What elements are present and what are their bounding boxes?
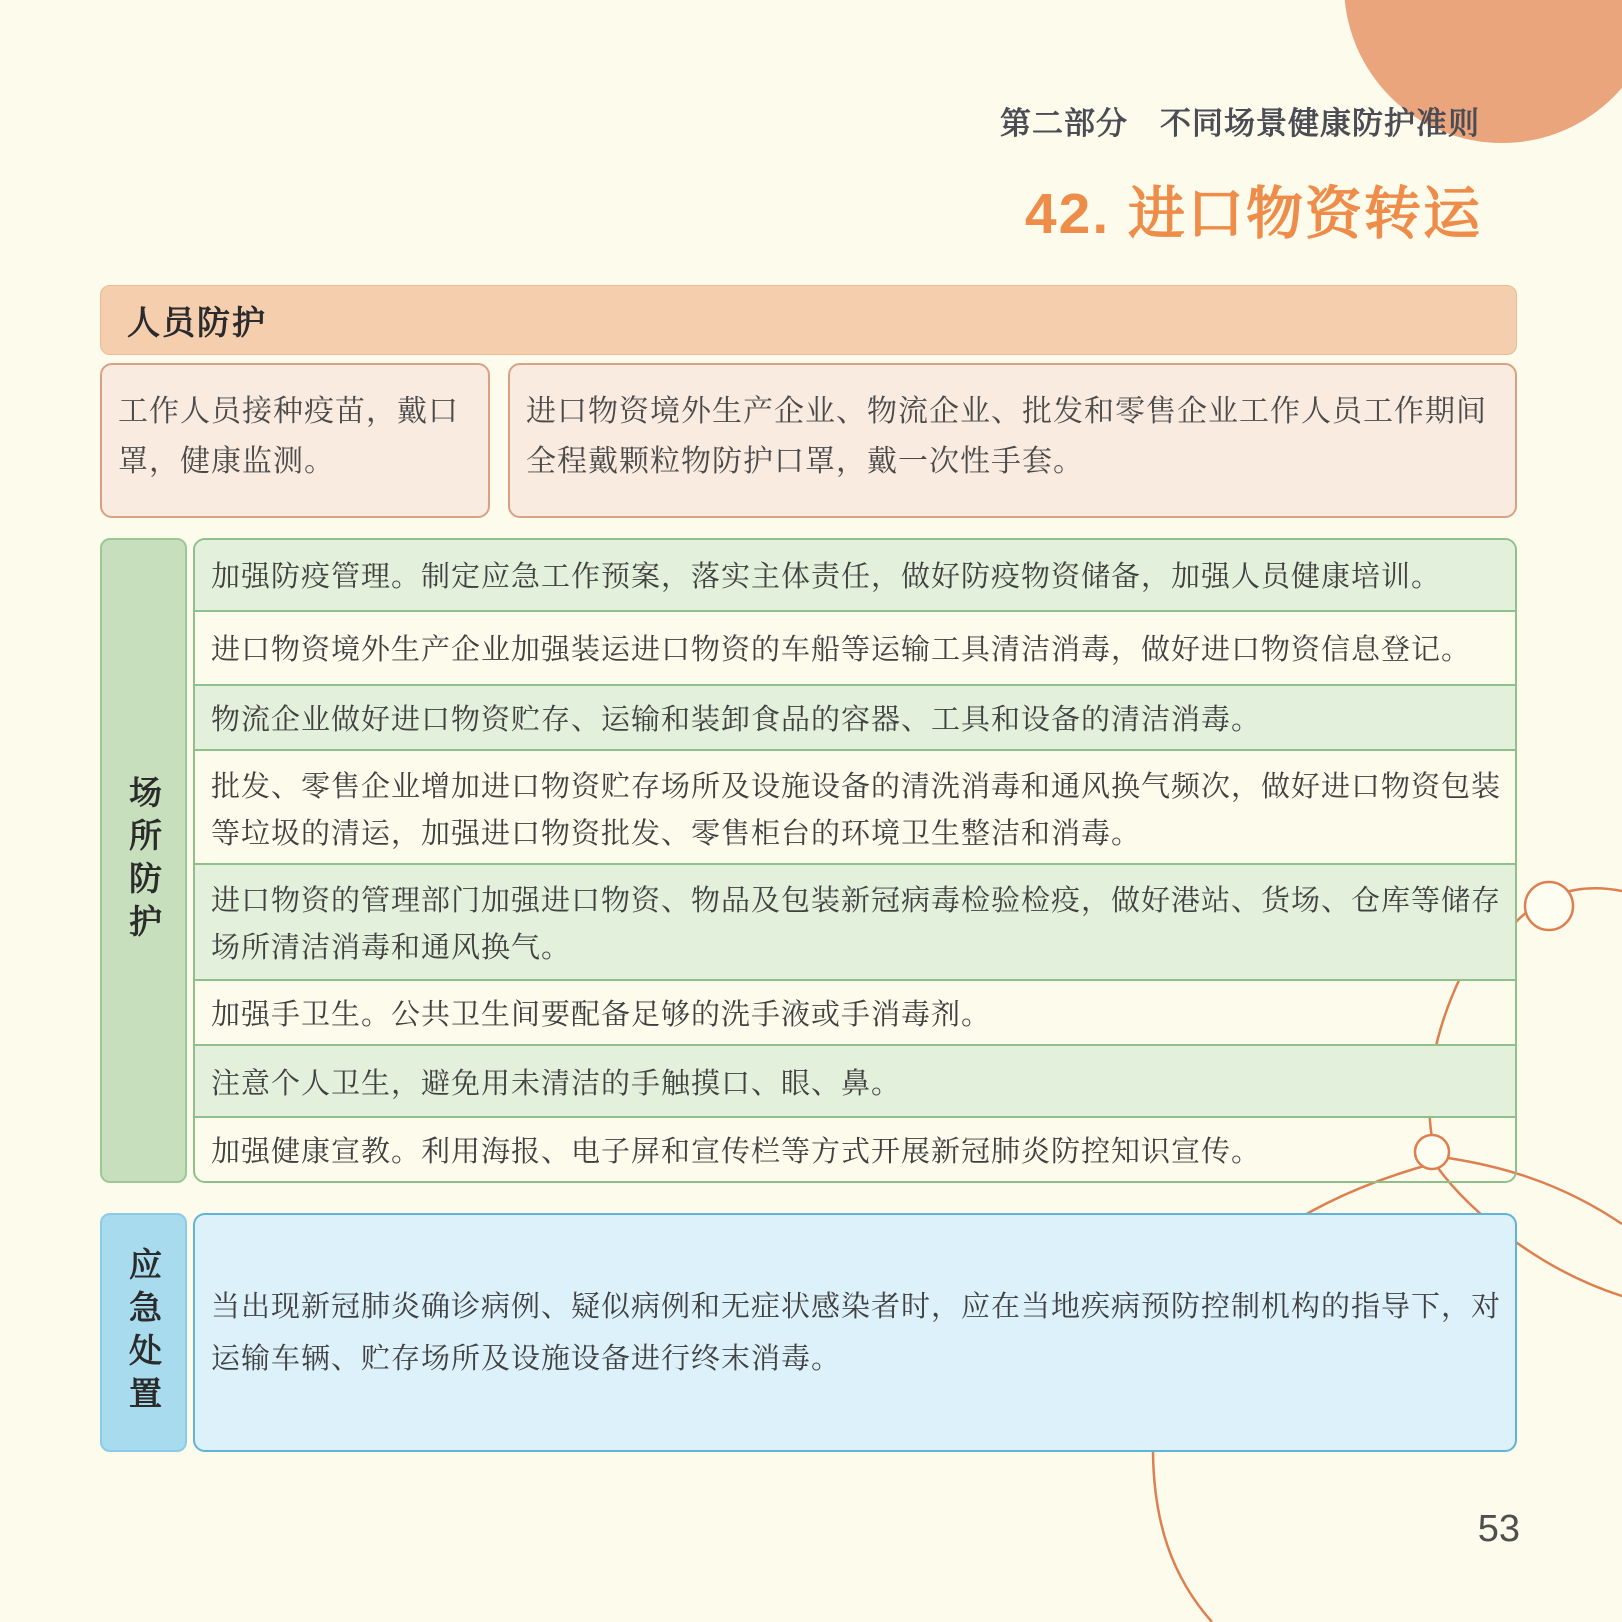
venue-rule-row: 加强手卫生。公共卫生间要配备足够的洗手液或手消毒剂。 xyxy=(195,979,1515,1044)
section-sidebar-emergency-response xyxy=(100,1213,187,1452)
section-sidebar-label: 应急处置 xyxy=(125,1246,162,1419)
section-sidebar-label: 场所防护 xyxy=(125,774,162,947)
venue-rule-row: 进口物资境外生产企业加强装运进口物资的车船等运输工具清洁消毒，做好进口物资信息登记。 xyxy=(195,610,1515,685)
section-sidebar-venue-protection xyxy=(100,538,187,1183)
page-number: 53 xyxy=(1477,1508,1520,1550)
venue-rule-row: 注意个人卫生，避免用未清洁的手触摸口、眼、鼻。 xyxy=(195,1044,1515,1117)
section-header-personnel-protection xyxy=(100,285,1517,355)
venue-rule-row: 进口物资的管理部门加强进口物资、物品及包装新冠病毒检验检疫，做好港站、货场、仓库等储存场所清洁消毒和通风换气。 xyxy=(195,863,1515,979)
personnel-note-card: 进口物资境外生产企业、物流企业、批发和零售企业工作人员工作期间全程戴颗粒物防护口罩，戴一次性手套。 xyxy=(508,363,1517,518)
emergency-response-text: 当出现新冠肺炎确诊病例、疑似病例和无症状感染者时，应在当地疾病预防控制机构的指导下，对运输车辆、贮存场所及设施设备进行终末消毒。 xyxy=(211,1290,1502,1375)
emergency-response-card xyxy=(193,1213,1517,1452)
venue-rule-row: 加强防疫管理。制定应急工作预案，落实主体责任，做好防疫物资储备，加强人员健康培训。 xyxy=(195,540,1515,610)
venue-rule-row: 加强健康宣教。利用海报、电子屏和宣传栏等方式开展新冠肺炎防控知识宣传。 xyxy=(195,1116,1515,1181)
venue-rule-row: 批发、零售企业增加进口物资贮存场所及设施设备的清洗消毒和通风换气频次，做好进口物资包装等垃圾的清运，加强进口物资批发、零售柜台的环境卫生整洁和消毒。 xyxy=(195,749,1515,863)
page-title: 42. 进口物资转运 xyxy=(1024,182,1482,246)
venue-rule-row: 物流企业做好进口物资贮存、运输和装卸食品的容器、工具和设备的清洁消毒。 xyxy=(195,684,1515,749)
section-header-label: 人员防护 xyxy=(127,303,267,341)
venue-rules-table xyxy=(193,538,1517,1183)
personnel-note-card: 工作人员接种疫苗，戴口罩，健康监测。 xyxy=(100,363,490,518)
breadcrumb: 第二部分 不同场景健康防护准则 xyxy=(1000,106,1480,141)
